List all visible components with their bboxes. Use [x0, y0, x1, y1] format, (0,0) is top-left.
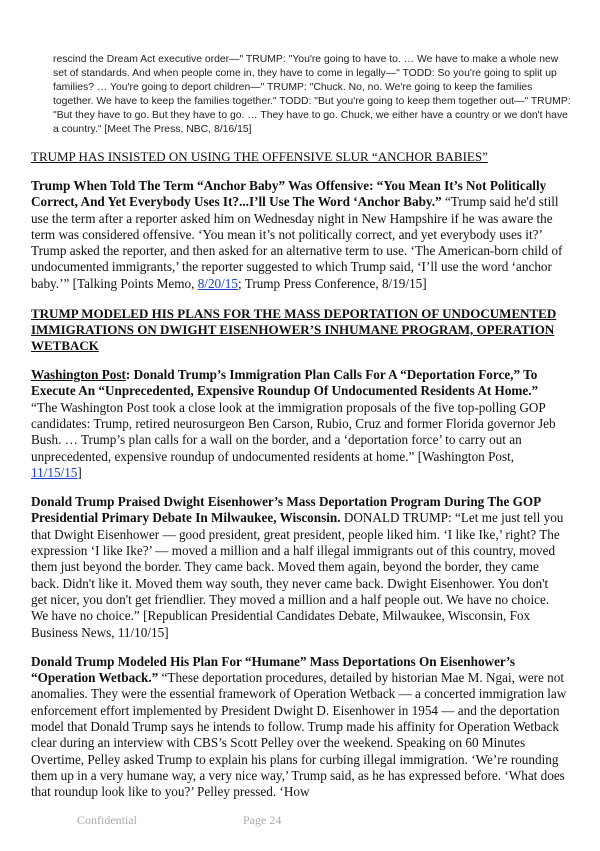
- paragraph-tail: ]: [77, 464, 82, 480]
- paragraph-heading: Trump When Told The Term “Anchor Baby” Was Offensive: “You Mean It’s Not Politically Correct, And Yet Everybody Uses It?...I’ll Use The Word ‘Anchor Baby.”: [31, 178, 547, 210]
- page-footer: [31, 813, 567, 831]
- paragraph-anchor-baby: [31, 178, 567, 292]
- footer-page-number: Page 24: [243, 812, 282, 827]
- paragraph-heading: Donald Trump Praised Dwight Eisenhower’s Mass Deportation Program During The GOP Presidential Primary Debate In Milwaukee, Wisconsin.: [31, 494, 541, 526]
- paragraph-tail: ; Trump Press Conference, 8/19/15]: [238, 275, 427, 291]
- paragraph-heading: Donald Trump Modeled His Plan For “Humane” Mass Deportations On Eisenhower’s “Operation Wetback.”: [31, 653, 516, 686]
- paragraph-text: “These deportation procedures, detailed by historian Mae M. Ngai, were not anomalies. They were the essential framework of Operation Wetback — a concerted immigration law enforcement effort implemented by President Dwight D. Eisenhower in 1954 — and the deportation model that Donald Trump says he intends to follow. Trump made his affinity for Operation Wetback clear during an interview with CBS’s Scott Pelley over the weekend. Speaking on 60 Minutes Overtime, Pelley asked Trump to explain his plans for curbing illegal immigration. ‘We’re rounding them up in a very humane way, a very nice way,’ Trump said, as he has expressed before. ‘What does that roundup look like to you?’ Pelley pressed. ‘How: [31, 670, 567, 800]
- source-link[interactable]: 8/20/15: [197, 275, 238, 291]
- paragraph-text: “Trump said he'd still use the term after a reporter asked him on Wednesday night in New Hampshire if he was aware the term was considered offensive. ‘You mean it’s not politically correct, and yet everybody uses it?’ Trump asked the reporter, and then asked for an alternative term to use. ‘The American-born child of undocumented immigrants,’ the reporter suggested to which Trump said, ‘I’ll use the word ‘anchor baby.’” [Talking Points Memo,: [31, 194, 563, 291]
- paragraph-text: DONALD TRUMP: “Let me just tell you that Dwight Eisenhower — good president, great president, people liked him. ‘I like Ike,’ right? The expression ‘I like Ike?’ — moved a million and a half illegal immigrants out of this country, moved them just beyond the border. They came back. Moved them again, beyond the border, they came back. Didn't like it. Moved them way south, they never came back. Dwight Eisenhower. You don't get nicer, you don't get friendlier. They moved a million and a half people out. We have no choice. We have no choice.” [Republican Presidential Candidates Debate, Milwaukee, Wisconsin, Fox Business News, 11/10/15]: [31, 510, 564, 640]
- source-link[interactable]: 11/15/15: [31, 464, 78, 480]
- paragraph-washington-post: [31, 367, 567, 481]
- intro-quote: rescind the Dream Act executive order—" TRUMP: "You're going to have to. … We have to make a whole new set of standards. And when people come in, they have to come in legally—" TODD: So you're going to split up families? … You're going to deport children—" TRUMP: "Chuck. No, no. We're going to keep the families together. We have to keep the families together." TODD: "But you're going to keep them together out—" TRUMP: "But they have to go. But they have to go. … They have to go. Chuck, we either have a country or we don't have a country." [Meet The Press, NBC, 8/16/15]: [53, 54, 571, 135]
- paragraph-heading: : Donald Trump’s Immigration Plan Calls For A “Deportation Force,” To Execute An “Unprecedented, Expensive Roundup Of Undocumented Residents At Home.”: [31, 367, 539, 399]
- source-name: Washington Post: [31, 367, 126, 383]
- paragraph-humane-deportations: [31, 654, 567, 801]
- paragraph-text: “The Washington Post took a close look at the immigration proposals of the five top-polling GOP candidates: Trump, retired neurosurgeon Ben Carson, Rubio, Cruz and former Florida governor Jeb Bush. … Trump’s plan calls for a wall on the border, and a ‘deportation force’ to carry out an unprecedented, expensive roundup of undocumented residents at home.” [Washington Post,: [31, 399, 556, 464]
- paragraph-debate: [31, 494, 567, 641]
- section-heading-operation-wetback: TRUMP MODELED HIS PLANS FOR THE MASS DEPORTATION OF UNDOCUMENTED IMMIGRATIONS ON DWIGHT EISENHOWER’S INHUMANE PROGRAM, OPERATION WETBACK: [31, 306, 557, 354]
- footer-confidential: Confidential: [77, 812, 137, 827]
- section-heading-anchor-babies: TRUMP HAS INSISTED ON USING THE OFFENSIVE SLUR “ANCHOR BABIES”: [31, 149, 488, 164]
